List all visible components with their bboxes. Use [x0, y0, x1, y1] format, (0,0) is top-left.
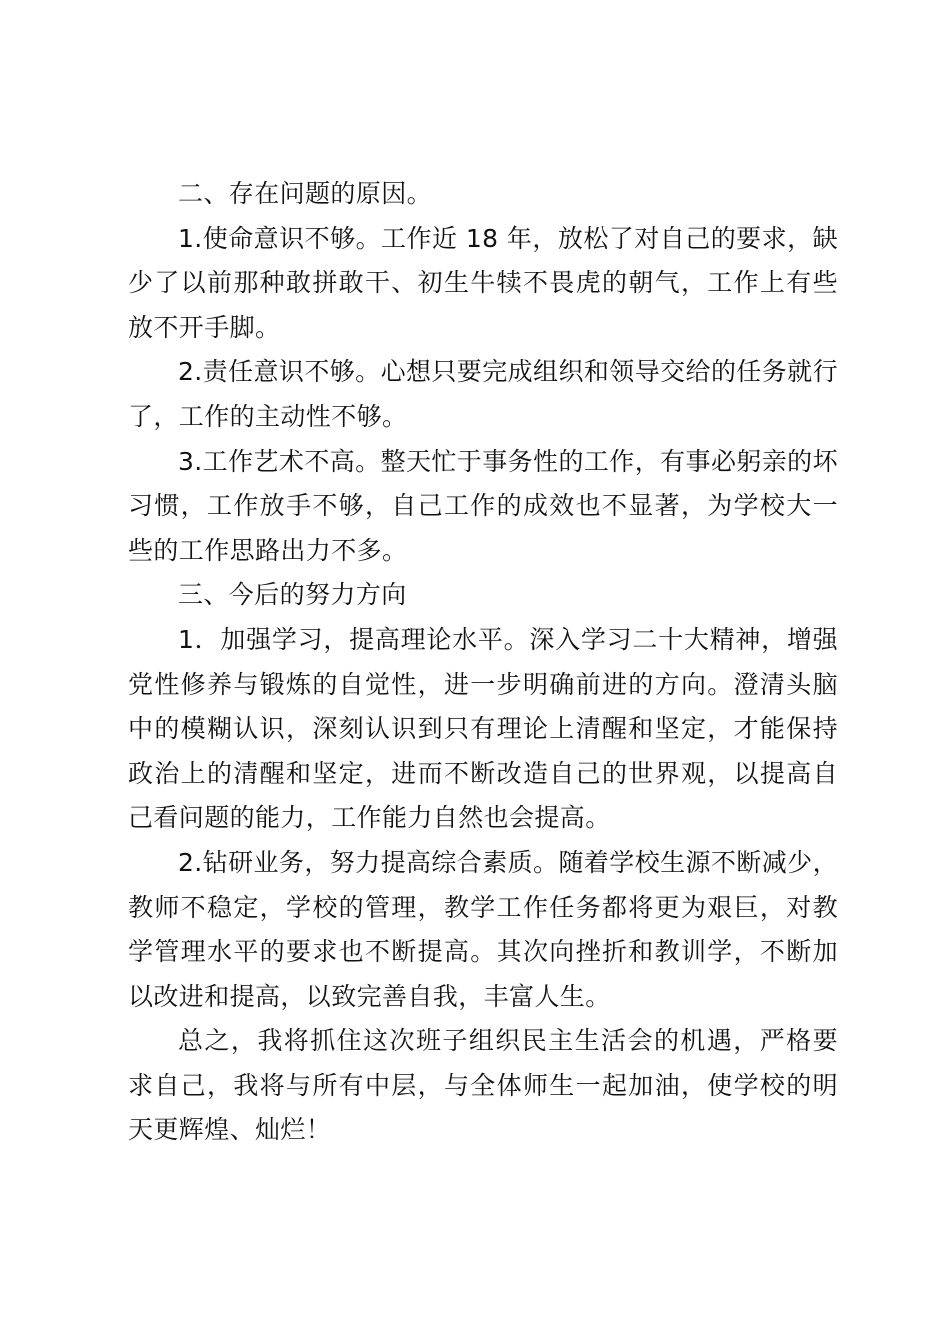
- paragraph-conclusion: 总之，我将抓住这次班子组织民主生活会的机遇，严格要求自己，我将与所有中层，与全体师生一起加油，使学校的明天更辉煌、灿烂！: [128, 1026, 838, 1145]
- paragraph-work-art: 3.工作艺术不高。整天忙于事务性的工作，有事必躬亲的坏习惯，工作放手不够，自己工作的成效也不显著，为学校大一些的工作思路出力不多。: [128, 446, 838, 565]
- section-heading-causes: 二、存在问题的原因。: [178, 179, 433, 208]
- section-heading-future-direction: 三、今后的努力方向: [178, 580, 407, 610]
- document-body: [128, 172, 838, 1153]
- paragraph-study-business: 2.钻研业务，努力提高综合素质。随着学校生源不断减少，教师不稳定，学校的管理，教学工作任务都将更为艰巨，对教学管理水平的要求也不断提高。其次向挫折和教训学，不断加以改进和提高，以致完善自我，丰富人生。: [128, 847, 838, 1011]
- paragraph-mission-awareness: 1.使命意识不够。工作近 18 年，放松了对自己的要求，缺少了以前那种敢拼敢干、初生牛犊不畏虎的朝气，工作上有些放不开手脚。: [128, 223, 838, 342]
- paragraph-responsibility-awareness: 2.责任意识不够。心想只要完成组织和领导交给的任务就行了，工作的主动性不够。: [128, 357, 838, 431]
- paragraph-strengthen-study: 1．加强学习，提高理论水平。深入学习二十大精神，增强党性修养与锻炼的自觉性，进一步明确前进的方向。澄清头脑中的模糊认识，深刻认识到只有理论上清醒和坚定，才能保持政治上的清醒和坚定，进而不断改造自己的世界观，以提高自己看问题的能力，工作能力自然也会提高。: [128, 624, 838, 833]
